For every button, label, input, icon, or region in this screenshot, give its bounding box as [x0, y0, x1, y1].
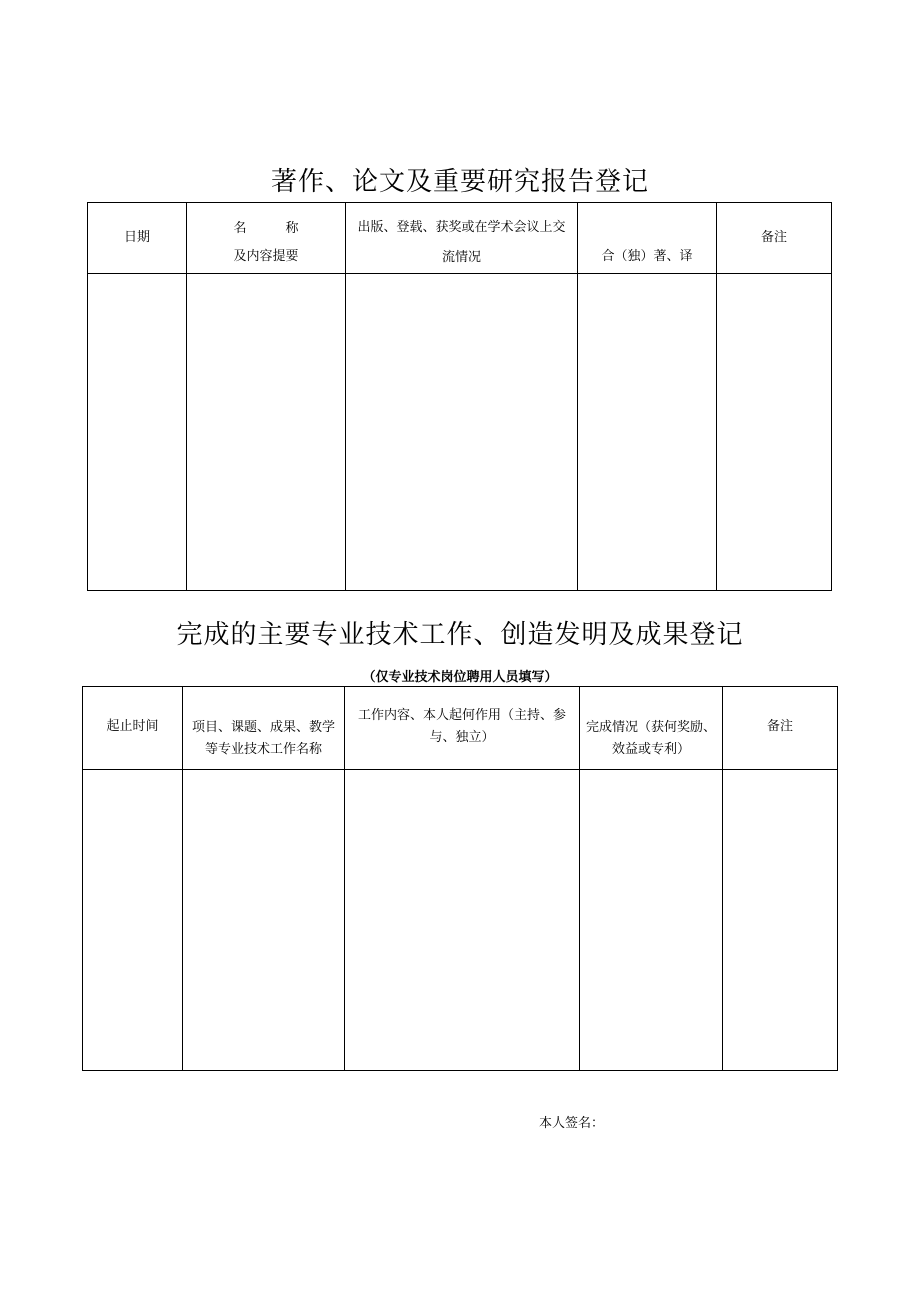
- cell-name[interactable]: [187, 274, 346, 591]
- header-date: 日期: [88, 203, 187, 274]
- header-project-line2: 等专业技术工作名称: [204, 742, 322, 757]
- cell-publish[interactable]: [346, 274, 578, 591]
- header-result: [580, 687, 723, 770]
- header-publish: [346, 203, 578, 274]
- header-work-line2: 与、独立）: [429, 730, 495, 745]
- table-header-row: [83, 687, 838, 770]
- header-remark: 备注: [717, 203, 832, 274]
- table-header-row: [88, 203, 832, 274]
- header-work: [345, 687, 580, 770]
- cell-date[interactable]: [88, 274, 187, 591]
- header-name-line1: 名 称: [233, 221, 299, 236]
- header-period: 起止时间: [83, 687, 183, 770]
- cell-work[interactable]: [345, 770, 580, 1071]
- header-author: 合（独）著、译: [578, 203, 717, 274]
- header-name-line2: 及内容提要: [233, 249, 299, 264]
- header-result-line2: 效益或专利）: [611, 742, 690, 757]
- header-publish-line1: 出版、登载、获奖或在学术会议上交: [357, 220, 566, 235]
- cell-period[interactable]: [83, 770, 183, 1071]
- section2-subtitle: （仅专业技术岗位聘用人员填写）: [362, 670, 558, 685]
- cell-remark[interactable]: [723, 770, 838, 1071]
- achievements-table: [82, 686, 838, 1071]
- table-row: [88, 274, 832, 591]
- section1-title: 著作、论文及重要研究报告登记: [270, 167, 649, 197]
- table-row: [83, 770, 838, 1071]
- section2-title: 完成的主要专业技术工作、创造发明及成果登记: [176, 620, 744, 650]
- cell-result[interactable]: [580, 770, 723, 1071]
- cell-project[interactable]: [183, 770, 345, 1071]
- publications-table: [87, 202, 832, 591]
- header-project-line1: 项目、课题、成果、教学: [191, 720, 335, 735]
- cell-author[interactable]: [578, 274, 717, 591]
- cell-remark[interactable]: [717, 274, 832, 591]
- header-result-line1: 完成情况（获何奖励、: [585, 720, 716, 735]
- header-publish-line2: 流情况: [441, 250, 481, 265]
- header-remark: 备注: [723, 687, 838, 770]
- header-project: [183, 687, 345, 770]
- header-name: [187, 203, 346, 274]
- signature-label: 本人签名：: [539, 1116, 605, 1131]
- header-work-line1: 工作内容、本人起何作用（主持、参: [357, 708, 566, 723]
